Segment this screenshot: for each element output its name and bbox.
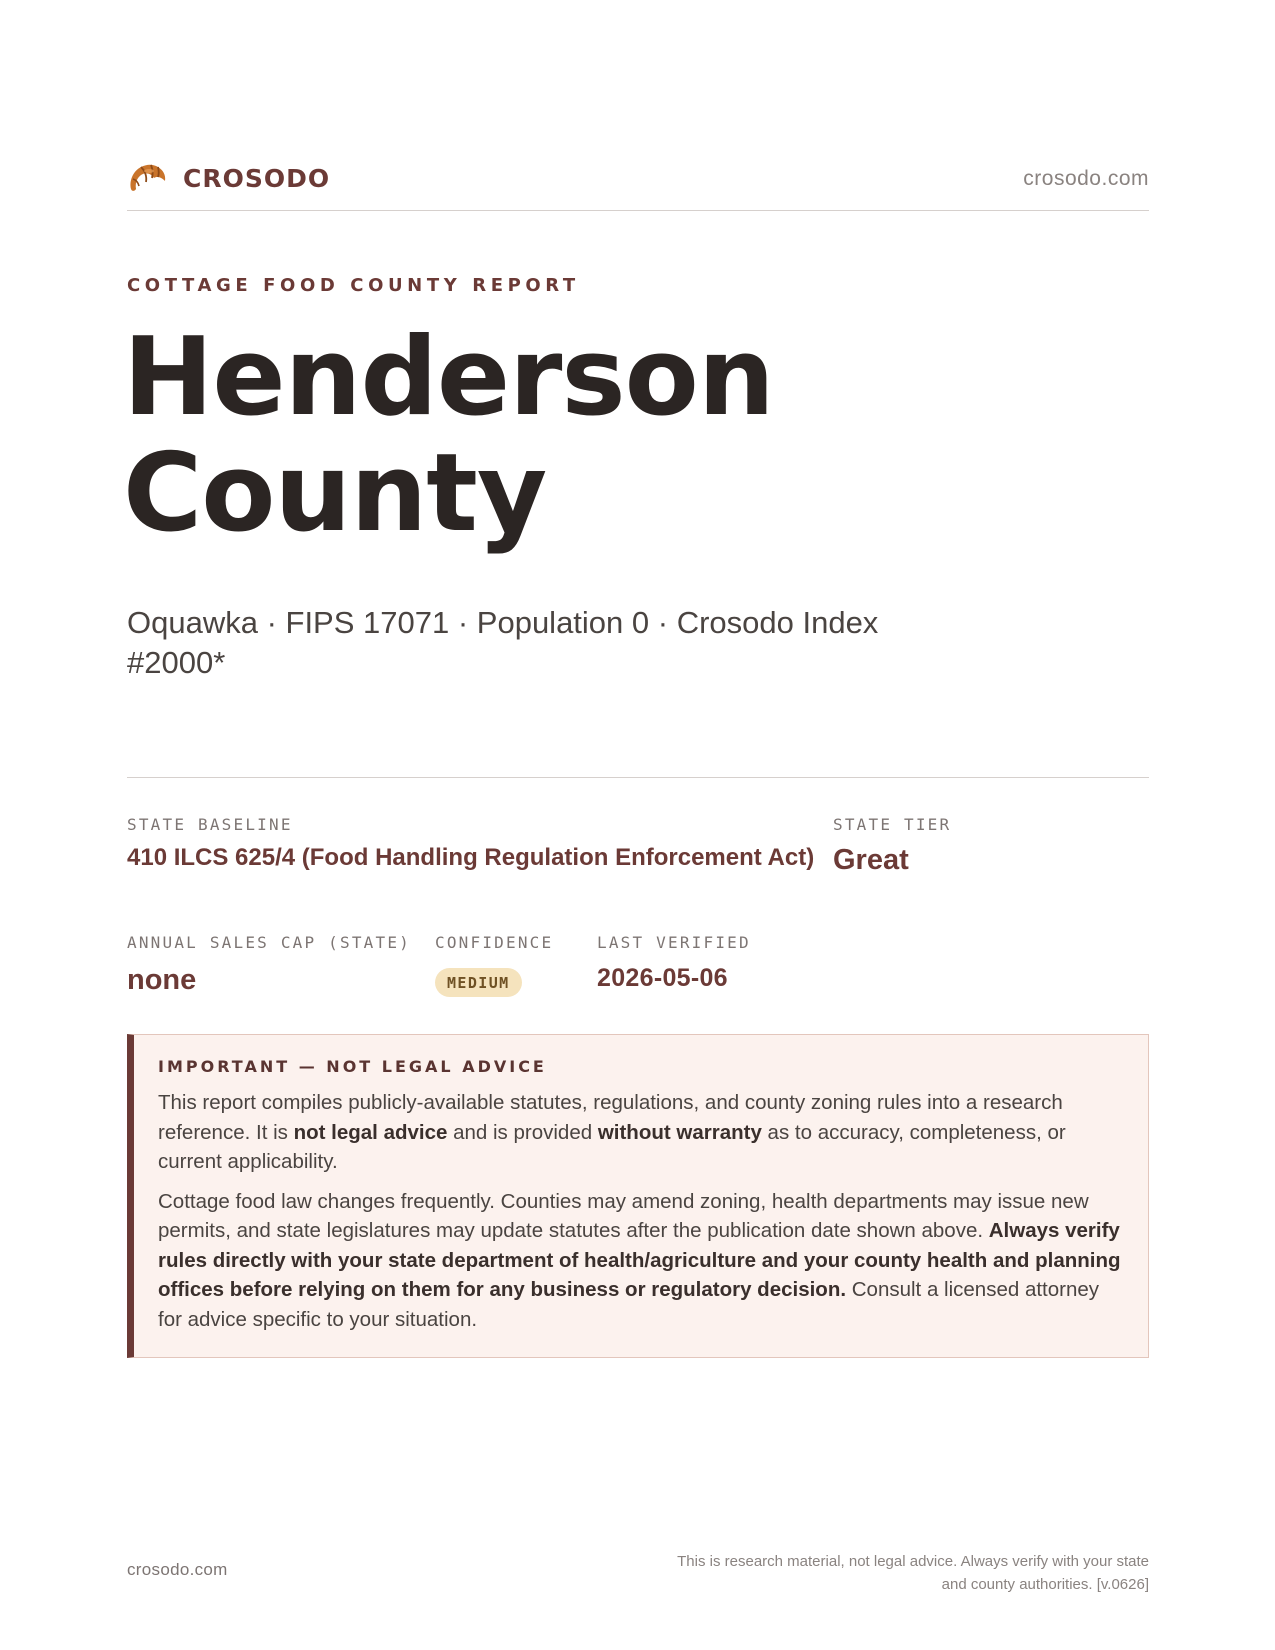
last-verified — [597, 933, 751, 993]
state-baseline — [127, 815, 814, 872]
county-subtitle: Oquawka · FIPS 17071 · Population 0 · Crosodo Index #2000* — [127, 605, 879, 680]
county-title-line2: County — [123, 431, 547, 556]
notice-emphasis: not legal advice — [293, 1120, 448, 1144]
brand-name: CROSODO — [183, 163, 331, 193]
footer-site-link[interactable]: crosodo.com — [127, 1560, 228, 1579]
annual-sales-cap — [127, 933, 411, 997]
footer-disclaimer — [589, 1550, 1149, 1596]
sales-cap-label: ANNUAL SALES CAP (STATE) — [127, 933, 411, 952]
notice-text: Cottage food law changes frequently. Counties may amend zoning, health departments may issue new permits, and state legislatures may update statutes after the publication date shown above. — [158, 1189, 1089, 1242]
brand — [127, 159, 330, 197]
notice-text: This report compiles publicly-available statutes, regulations, and county zoning rules into a research reference. It is — [158, 1091, 1063, 1144]
page-header — [127, 155, 1149, 211]
last-verified-value: 2026-05-06 — [597, 964, 728, 992]
sales-cap-value: none — [127, 964, 197, 996]
legal-notice — [127, 1034, 1149, 1358]
state-tier-value: Great — [833, 844, 909, 876]
report-page — [123, 0, 1149, 1650]
section-divider — [127, 777, 1149, 778]
notice-paragraph-1 — [158, 1088, 1124, 1177]
notice-title: IMPORTANT — NOT LEGAL ADVICE — [158, 1057, 547, 1076]
confidence-badge: MEDIUM — [435, 968, 522, 997]
notice-emphasis: without warranty — [597, 1120, 762, 1144]
notice-text: and is provided — [447, 1120, 598, 1144]
footer-disclaimer-line1: This is research material, not legal advice. Always verify with your state — [677, 1553, 1149, 1570]
notice-text: as to accuracy, completeness, or current applicability. — [158, 1120, 1066, 1173]
notice-paragraph-2 — [158, 1187, 1124, 1335]
confidence — [435, 933, 553, 997]
state-tier-label: STATE TIER — [833, 815, 952, 834]
county-title — [123, 315, 1123, 556]
footer-disclaimer-line2: and county authorities. [v.0626] — [941, 1576, 1149, 1593]
last-verified-label: LAST VERIFIED — [597, 933, 751, 952]
state-baseline-label: STATE BASELINE — [127, 815, 293, 834]
state-baseline-value: 410 ILCS 625/4 (Food Handling Regulation Enforcement Act) — [127, 844, 815, 871]
state-tier — [833, 815, 951, 877]
confidence-label: CONFIDENCE — [435, 933, 554, 952]
report-kicker: COTTAGE FOOD COUNTY REPORT — [127, 275, 580, 296]
notice-emphasis: Always verify rules directly with your state department of health/agriculture and your county health and planning offices before relying on them for any business or regulatory decision. — [158, 1219, 1121, 1301]
croissant-icon — [127, 159, 169, 197]
county-title-line1: Henderson — [123, 315, 774, 440]
notice-text: Consult a licensed attorney for advice specific to your situation. — [158, 1278, 1100, 1331]
site-link[interactable]: crosodo.com — [1023, 167, 1149, 190]
